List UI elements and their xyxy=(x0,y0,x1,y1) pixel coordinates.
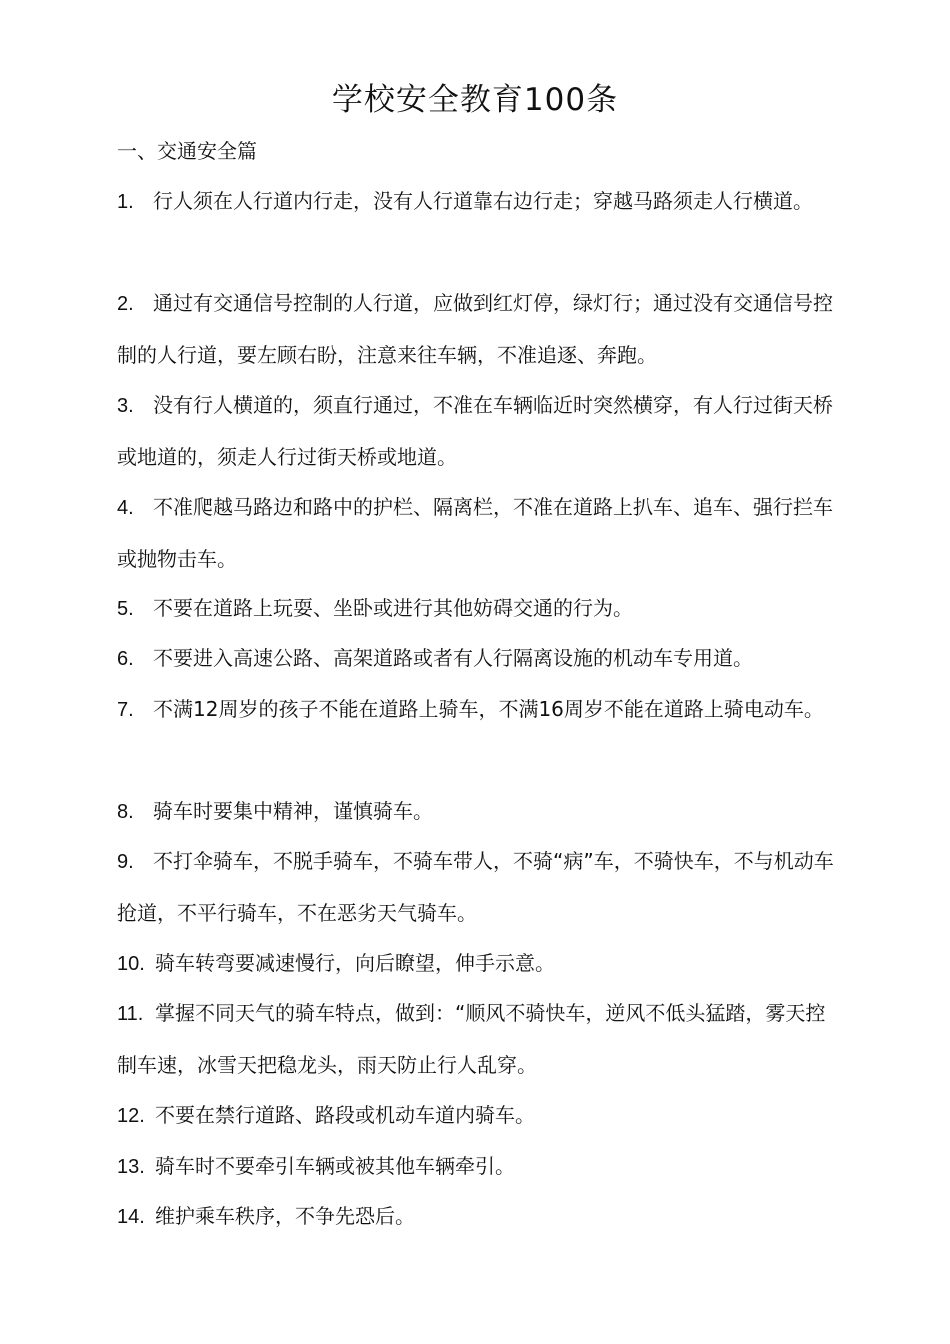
item-number: 7. xyxy=(117,699,134,721)
document-title: 学校安全教育100条 xyxy=(331,82,619,118)
list-item xyxy=(117,380,843,483)
item-number: 12. xyxy=(117,1105,145,1127)
list-item xyxy=(117,1090,843,1142)
item-text: 维护乘车秩序，不争先恐后。 xyxy=(155,1204,415,1228)
item-text: 骑车时要集中精神，谨慎骑车。 xyxy=(153,799,433,823)
item-number: 9. xyxy=(117,851,134,873)
item-text: 骑车时不要牵引车辆或被其他车辆牵引。 xyxy=(155,1154,515,1178)
list-item xyxy=(117,684,843,736)
item-number: 8. xyxy=(117,801,134,823)
item-number: 1. xyxy=(117,191,134,213)
section-heading: 一、交通安全篇 xyxy=(117,139,257,163)
item-number: 3. xyxy=(117,395,134,417)
item-text: 不要在道路上玩耍、坐卧或进行其他妨碍交通的行为。 xyxy=(153,596,633,620)
item-number: 10. xyxy=(117,953,145,975)
list-item xyxy=(117,583,843,635)
item-number: 6. xyxy=(117,648,134,670)
item-number: 14. xyxy=(117,1206,145,1228)
item-number: 13. xyxy=(117,1156,145,1178)
item-text: 行人须在人行道内行走，没有人行道靠右边行走；穿越马路须走人行横道。 xyxy=(153,189,813,213)
item-text: 不要在禁行道路、路段或机动车道内骑车。 xyxy=(155,1103,535,1127)
list-item xyxy=(117,786,843,838)
item-number: 5. xyxy=(117,598,134,620)
item-number: 11. xyxy=(117,1003,144,1025)
item-text: 骑车转弯要减速慢行，向后瞭望，伸手示意。 xyxy=(155,951,555,975)
list-item xyxy=(117,988,843,1091)
list-item xyxy=(117,176,843,228)
list-item xyxy=(117,1141,843,1193)
item-text: 掌握不同天气的骑车特点，做到：“顺风不骑快车，逆风不低头猛踏，雾天控制车速，冰雪天把稳龙头，雨天防止行人乱穿。 xyxy=(117,1001,826,1077)
list-item xyxy=(117,836,843,939)
item-number: 2. xyxy=(117,293,134,315)
list-item xyxy=(117,1191,843,1243)
list-item xyxy=(117,482,843,585)
item-text: 不满12周岁的孩子不能在道路上骑车，不满16周岁不能在道路上骑电动车。 xyxy=(153,697,824,721)
item-text: 不要进入高速公路、高架道路或者有人行隔离设施的机动车专用道。 xyxy=(153,646,753,670)
item-number: 4. xyxy=(117,497,134,519)
list-item xyxy=(117,278,843,381)
item-text: 没有行人横道的，须直行通过，不准在车辆临近时突然横穿，有人行过街天桥或地道的，须走人行过街天桥或地道。 xyxy=(117,393,833,469)
item-text: 不准爬越马路边和路中的护栏、隔离栏，不准在道路上扒车、追车、强行拦车或抛物击车。 xyxy=(117,495,833,571)
list-item xyxy=(117,938,843,990)
item-text: 通过有交通信号控制的人行道，应做到红灯停，绿灯行；通过没有交通信号控制的人行道，要左顾右盼，注意来往车辆，不准追逐、奔跑。 xyxy=(117,291,833,367)
list-item xyxy=(117,633,843,685)
item-text: 不打伞骑车，不脱手骑车，不骑车带人，不骑“病”车，不骑快车，不与机动车抢道，不平行骑车，不在恶劣天气骑车。 xyxy=(117,849,834,925)
